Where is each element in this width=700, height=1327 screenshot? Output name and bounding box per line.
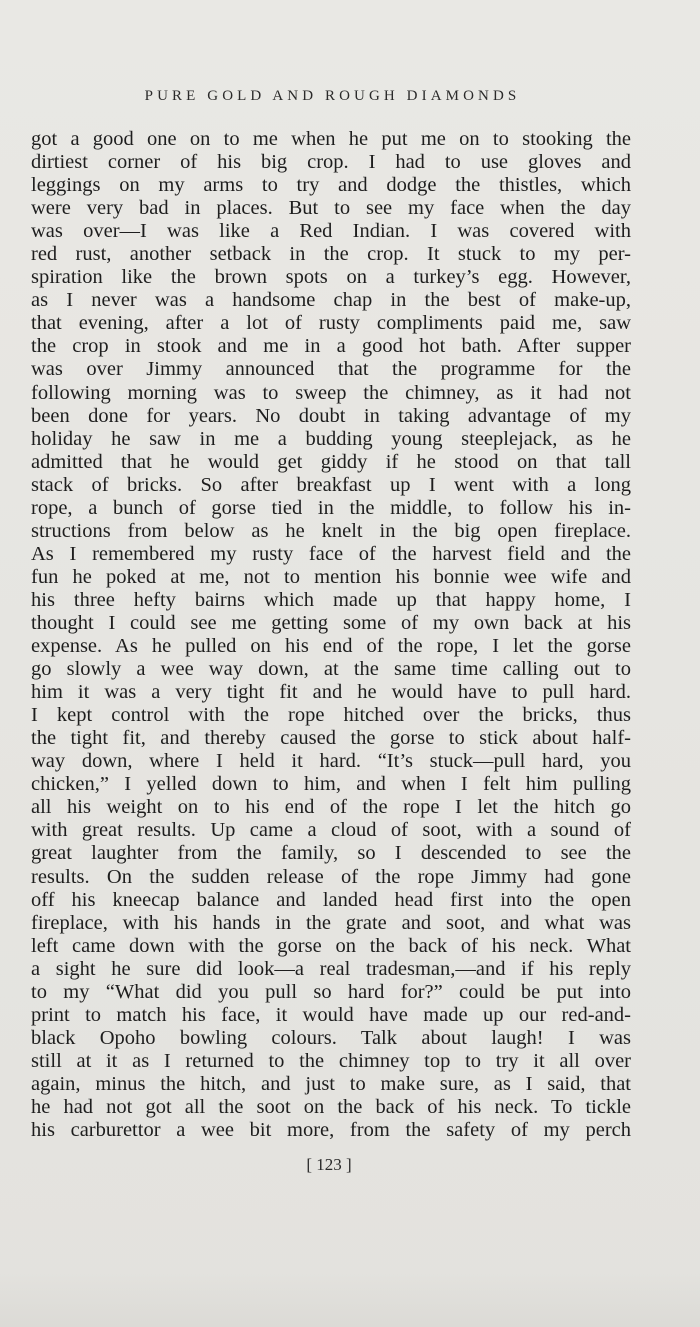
text-line: were very bad in places. But to see my face when the day: [31, 197, 631, 220]
body-text: [31, 128, 631, 1142]
text-line: great laughter from the family, so I descended to see the: [31, 842, 631, 865]
text-line: holiday he saw in me a budding young steeplejack, as he: [31, 427, 631, 450]
text-line: his carburettor a wee bit more, from the safety of my perch: [31, 1119, 631, 1142]
text-line: stack of bricks. So after breakfast up I went with a long: [31, 473, 631, 496]
text-line: again, minus the hitch, and just to make sure, as I said, that: [31, 1072, 631, 1095]
text-line: still at it as I returned to the chimney top to try it all over: [31, 1049, 631, 1072]
text-line: that evening, after a lot of rusty compliments paid me, saw: [31, 312, 631, 335]
text-line: spiration like the brown spots on a turkey’s egg. However,: [31, 266, 631, 289]
text-line: I kept control with the rope hitched over the bricks, thus: [31, 704, 631, 727]
text-line: rope, a bunch of gorse tied in the middle, to follow his in-: [31, 496, 631, 519]
page-number: [ 123 ]: [306, 1155, 352, 1174]
text-line: fireplace, with his hands in the grate and soot, and what was: [31, 911, 631, 934]
text-line: off his kneecap balance and landed head first into the open: [31, 888, 631, 911]
text-line: a sight he sure did look—a real tradesman,—and if his reply: [31, 957, 631, 980]
text-line: thought I could see me getting some of my own back at his: [31, 611, 631, 634]
text-line: results. On the sudden release of the rope Jimmy had gone: [31, 865, 631, 888]
text-line: black Opoho bowling colours. Talk about laugh! I was: [31, 1026, 631, 1049]
text-line: structions from below as he knelt in the big open fireplace.: [31, 519, 631, 542]
text-line: leggings on my arms to try and dodge the thistles, which: [31, 174, 631, 197]
text-line: to my “What did you pull so hard for?” could be put into: [31, 980, 631, 1003]
text-line: the crop in stook and me in a good hot bath. After supper: [31, 335, 631, 358]
text-line: fun he poked at me, not to mention his bonnie wee wife and: [31, 565, 631, 588]
text-line: left came down with the gorse on the back of his neck. What: [31, 934, 631, 957]
text-line: way down, where I held it hard. “It’s stuck—pull hard, you: [31, 750, 631, 773]
text-line: was over Jimmy announced that the programme for the: [31, 358, 631, 381]
text-line: expense. As he pulled on his end of the rope, I let the gorse: [31, 635, 631, 658]
text-line: with great results. Up came a cloud of soot, with a sound of: [31, 819, 631, 842]
text-line: got a good one on to me when he put me on to stooking the: [31, 128, 631, 150]
text-line: admitted that he would get giddy if he stood on that tall: [31, 450, 631, 473]
text-line: him it was a very tight fit and he would have to pull hard.: [31, 681, 631, 704]
text-line: following morning was to sweep the chimney, as it had not: [31, 381, 631, 404]
text-line: go slowly a wee way down, at the same time calling out to: [31, 658, 631, 681]
text-line: the tight fit, and thereby caused the gorse to stick about half-: [31, 727, 631, 750]
text-line: As I remembered my rusty face of the harvest field and the: [31, 542, 631, 565]
text-line: as I never was a handsome chap in the best of make-up,: [31, 289, 631, 312]
text-line: dirtiest corner of his big crop. I had to use gloves and: [31, 151, 631, 174]
text-line: his three hefty bairns which made up that happy home, I: [31, 588, 631, 611]
text-line: was over—I was like a Red Indian. I was covered with: [31, 220, 631, 243]
text-line: red rust, another setback in the crop. It stuck to my per-: [31, 243, 631, 266]
running-head: PURE GOLD AND ROUGH DIAMONDS: [144, 88, 521, 104]
text-line: been done for years. No doubt in taking advantage of my: [31, 404, 631, 427]
text-line: he had not got all the soot on the back of his neck. To tickle: [31, 1095, 631, 1118]
text-line: all his weight on to his end of the rope I let the hitch go: [31, 796, 631, 819]
text-line: chicken,” I yelled down to him, and when I felt him pulling: [31, 773, 631, 796]
text-line: print to match his face, it would have made up our red-and-: [31, 1003, 631, 1026]
